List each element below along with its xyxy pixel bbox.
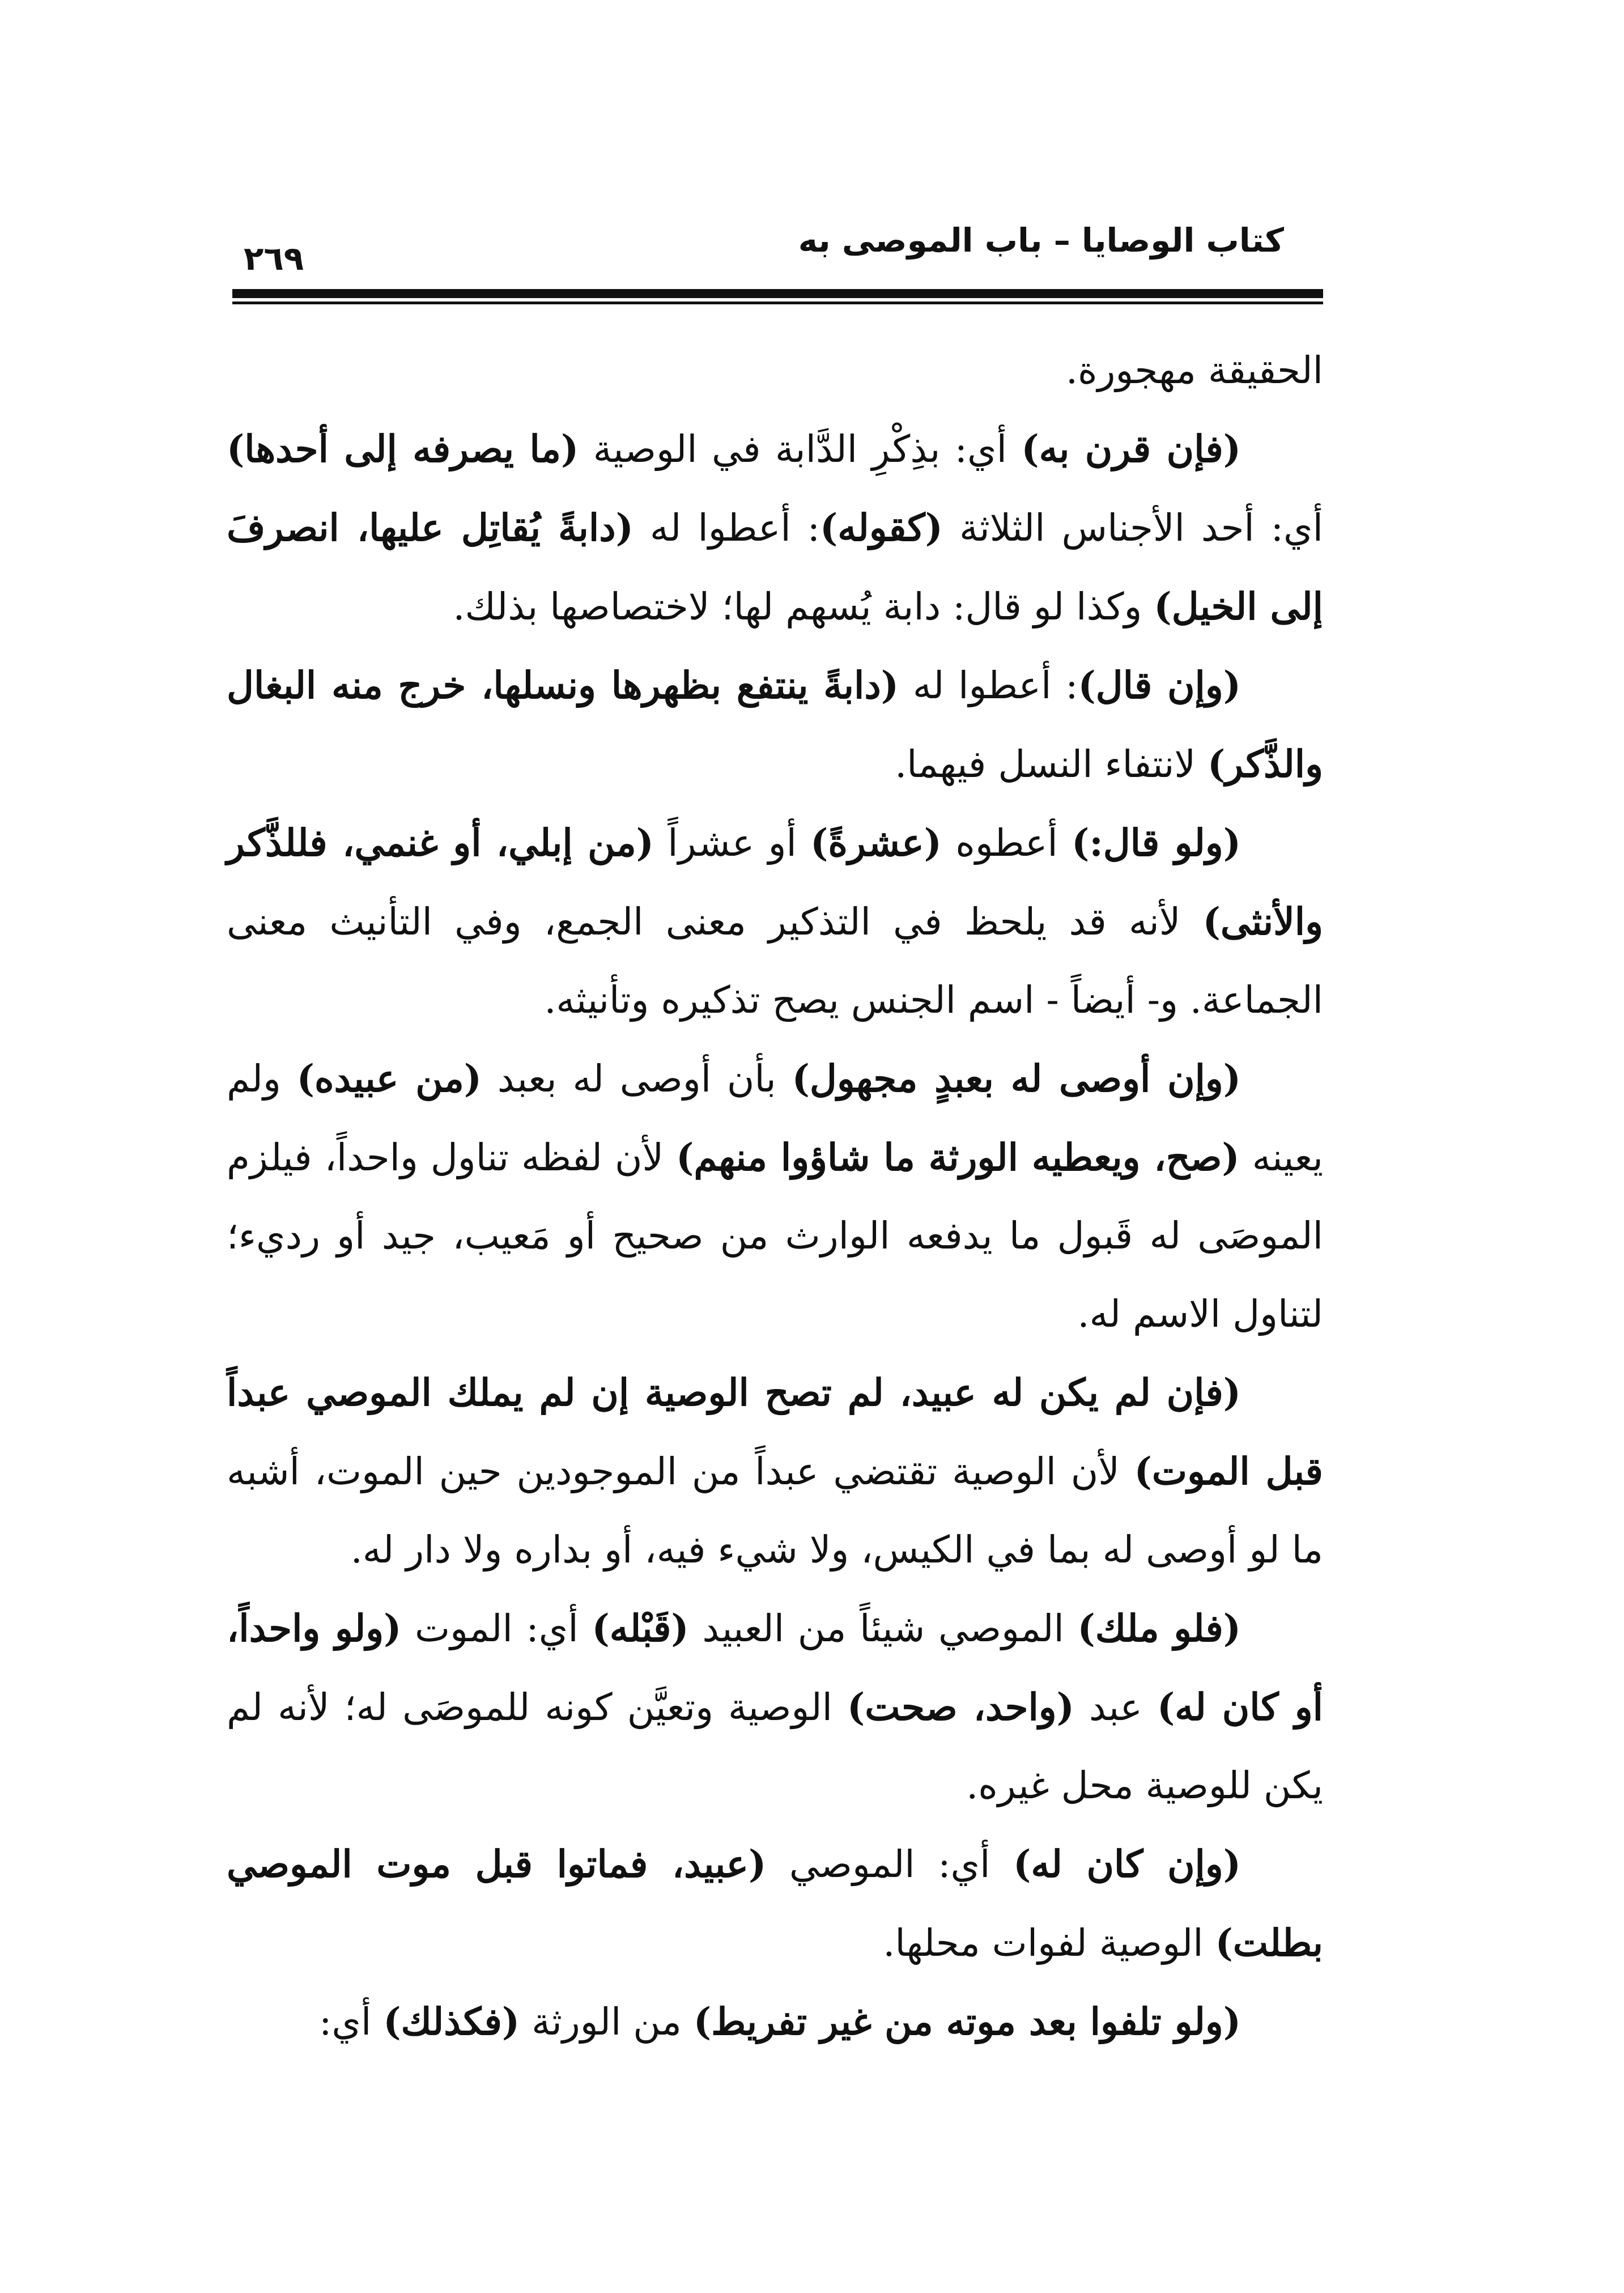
text-segment: أعطوه [941,821,1072,865]
header-rule-thick [232,289,1323,298]
paragraph [227,1825,1323,1982]
header-rule-thin [232,302,1323,304]
bold-text-segment: (ولو تلفوا بعد موته من غير تفريط) [693,1999,1241,2044]
text-segment: أو عشراً [653,821,811,865]
bold-text-segment: (فكذلك) [383,1999,520,2044]
bold-text-segment: (فإن قرن به) [1021,427,1241,471]
paragraph [227,1589,1323,1825]
text-segment: أي: الموصي [766,1842,1014,1886]
text-segment: : أعطوا له [899,664,1078,707]
body-text [227,332,1323,2061]
text-segment: وكذا لو قال: دابة يُسهم لها؛ لاختصاصها بذلك. [453,585,1154,629]
bold-text-segment: (وإن أوصى له بعبدٍ مجهول) [792,1056,1242,1101]
bold-text-segment: (عشرةً) [810,821,942,865]
text-segment: ولم يعينه [227,1057,1323,1179]
bold-text-segment: (عبيد، فماتوا قبل موت الموصي بطلت) [227,1842,1323,1965]
text-segment: عبد [1074,1685,1157,1729]
text-segment: أي: بذِكْرِ الدَّابة في الوصية [579,427,1022,471]
paragraph [227,1353,1323,1589]
text-segment: من الورثة [520,2000,694,2044]
bold-text-segment: (دابةً يُقاتِل عليها، انصرفَ إلى الخيل) [227,506,1323,629]
bold-text-segment: (فلو ملك) [1077,1606,1241,1650]
bold-text-segment: (ما يصرفه إلى أحدها) [227,427,579,471]
bold-text-segment: (دابةً ينتفع بظهرها ونسلها، خرج منه البغال والذَّكر) [227,663,1323,786]
running-title: كتاب الوصايا – باب الموصى به [798,221,1284,260]
text-segment: لأن لفظه تناول واحداً، فيلزم الموصَى له قَبول ما يدفعه الوارث من صحيح أو مَعيب، جيد أو رديء؛ لتناول الاسم له. [227,1136,1323,1336]
bold-text-segment: (كقوله) [820,506,943,550]
text-segment: أي: [319,2000,384,2044]
text-segment: أي: الموت [401,1607,592,1650]
text-segment: الموصي شيئاً من العبيد [688,1607,1078,1650]
bold-text-segment: (فإن لم يكن له عبيد، لم تصح الوصية إن لم يملك الموصي عبداً قبل الموت) [227,1370,1323,1493]
page-header [0,221,1624,278]
bold-text-segment: (وإن كان له) [1013,1842,1241,1886]
page-number: ٢٦٩ [244,239,304,278]
text-segment: الوصية وتعيَّن كونه للموصَى له؛ لأنه لم يكن للوصية محل غيره. [227,1685,1323,1807]
bold-text-segment: (من عبيده) [296,1056,482,1101]
text-segment: بأن أوصى له بعبد [482,1057,792,1101]
paragraph [227,804,1323,1039]
bold-text-segment: (صح، ويعطيه الورثة ما شاؤوا منهم) [676,1135,1240,1179]
text-segment: أي: أحد الأجناس الثلاثة [942,506,1323,550]
text-segment: لانتفاء النسل فيهما. [895,742,1208,786]
bold-text-segment: (ولو واحداً، أو كان له) [227,1606,1323,1729]
text-segment: لأنه قد يلحظ في التذكير معنى الجمع، وفي التأنيث معنى الجماعة. و- أيضاً - اسم الجنس يصح تذكيره وتأنيثه. [227,900,1323,1022]
text-segment: الوصية لفوات محلها. [883,1921,1215,1965]
bold-text-segment: (من إبلي، أو غنمي، فللذَّكر والأنثى) [227,821,1323,944]
paragraph [227,1982,1323,2061]
text-segment: لأن الوصية تقتضي عبداً من الموجودين حين الموت، أشبه ما لو أوصى له بما في الكيس، ولا شيء فيه، أو بداره ولا دار له. [227,1450,1323,1572]
paragraph [227,332,1323,410]
bold-text-segment: (وإن قال) [1078,663,1241,707]
paragraph [227,410,1323,646]
text-segment: الحقيقة مهجورة. [1065,349,1323,392]
bold-text-segment: (قَبْله) [592,1606,689,1650]
text-segment: : أعطوا له [633,506,820,550]
bold-text-segment: (ولو قال:) [1072,821,1241,865]
paragraph [227,1039,1323,1353]
bold-text-segment: (واحد، صحت) [847,1685,1074,1729]
paragraph [227,646,1323,804]
